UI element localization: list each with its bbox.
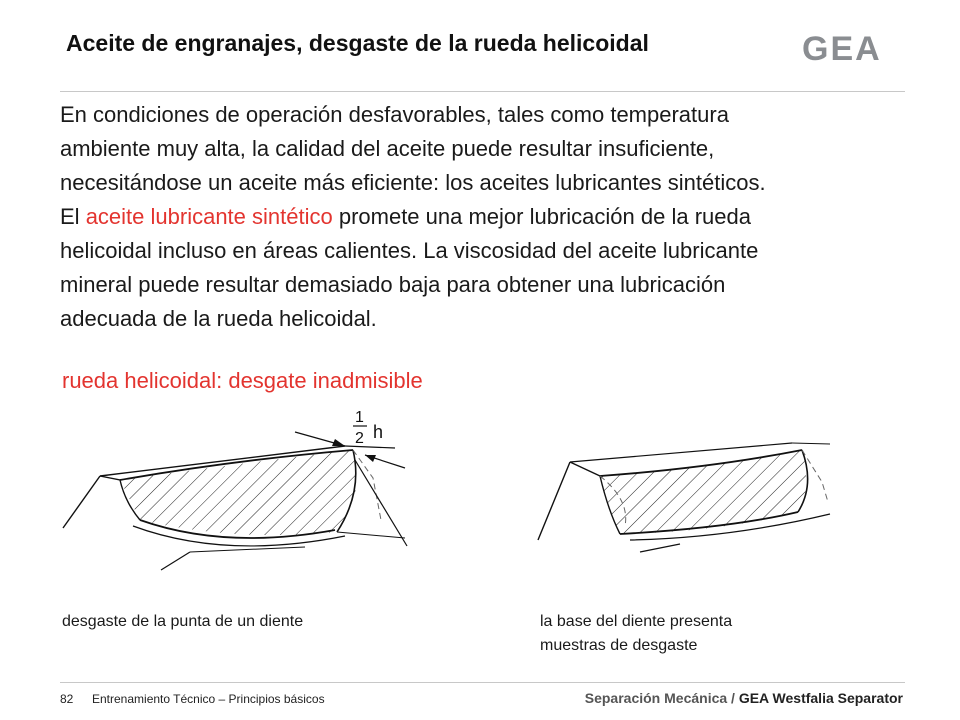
- footer-division: Separación Mecánica /: [584, 690, 735, 706]
- body-line: helicoidal incluso en áreas calientes. La viscosidad del aceite lubricante: [60, 238, 759, 263]
- tooth-tip-wear-drawing: [55, 402, 425, 580]
- slide-title: Aceite de engranajes, desgaste de la rueda helicoidal: [66, 30, 649, 56]
- body-line: En condiciones de operación desfavorables, tales como temperatura: [60, 102, 729, 127]
- tooth-base-wear-drawing: [530, 440, 850, 580]
- body-line: adecuada de la rueda helicoidal.: [60, 306, 377, 331]
- gea-logo: [800, 30, 905, 66]
- course-title: Entrenamiento Técnico – Principios básicos: [92, 692, 325, 706]
- caption-line: muestras de desgaste: [540, 637, 698, 654]
- caption-line: la base del diente presenta: [540, 613, 733, 630]
- body-paragraph: [60, 98, 920, 336]
- fraction-numerator: 1: [355, 409, 364, 426]
- body-line: necesitándose un aceite más eficiente: los aceites lubricantes sintéticos.: [60, 170, 766, 195]
- section-subheading: rueda helicoidal: desgate inadmisible: [62, 368, 423, 393]
- footer-divider: [60, 682, 905, 683]
- fraction-denominator: 2: [355, 430, 364, 447]
- svg-text:GEA: GEA: [802, 30, 882, 66]
- caption-tooth-base-wear: [540, 610, 732, 658]
- body-text-segment: promete una mejor lubricación de la rueda: [332, 204, 751, 229]
- height-variable: h: [373, 422, 384, 442]
- body-line: [60, 200, 920, 234]
- body-text-segment: El: [60, 204, 86, 229]
- caption-tooth-tip-wear: desgaste de la punta de un diente: [62, 613, 304, 630]
- footer-brand: [585, 690, 903, 706]
- footer-company: GEA Westfalia Separator: [738, 690, 903, 706]
- body-line: ambiente muy alta, la calidad del aceite puede resultar insuficiente,: [60, 136, 715, 161]
- page-number: 82: [60, 692, 74, 706]
- body-line: mineral puede resultar demasiado baja para obtener una lubricación: [60, 272, 726, 297]
- header-divider: [60, 91, 905, 92]
- highlight-synthetic-oil: aceite lubricante sintético: [85, 204, 333, 229]
